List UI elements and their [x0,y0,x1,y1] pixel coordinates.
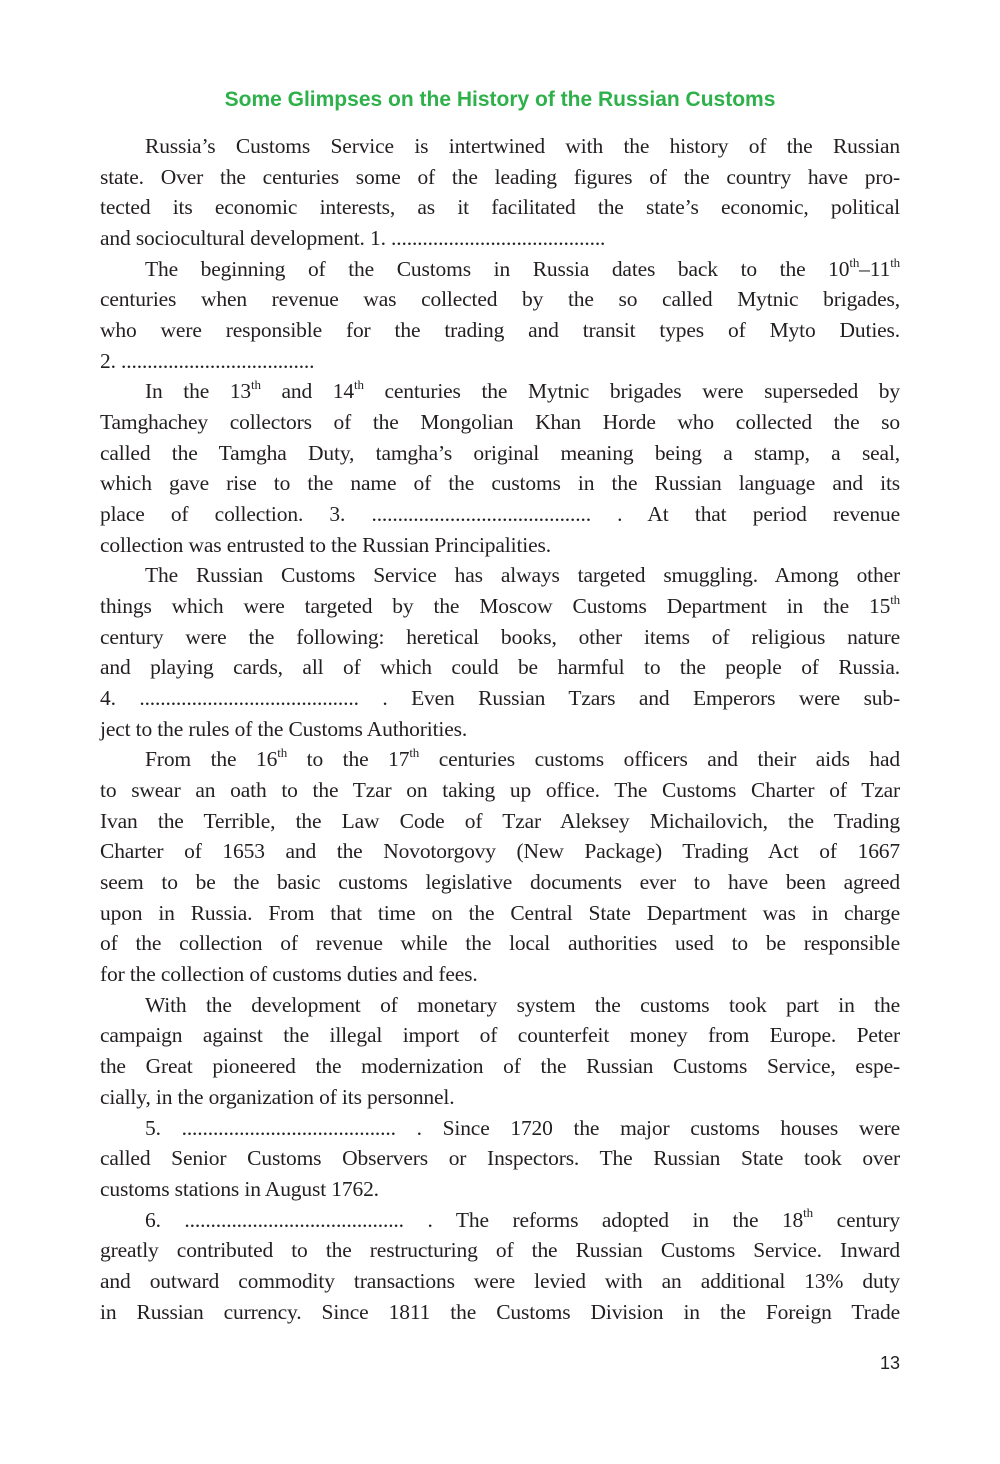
text-line [100,1297,900,1328]
paragraph [100,990,900,1113]
text-line [100,1082,900,1113]
text-segment: The beginning of the Customs in Russia dates back to the 10 [145,256,850,281]
text-segment: centuries customs officers and their aids had [419,747,900,772]
ordinal-superscript: th [849,254,860,270]
text-line [100,928,900,959]
text-line [100,959,900,990]
text-line [100,1143,900,1174]
text-segment: 5. ......................................... . Since 1720 the major customs houses were [145,1115,900,1140]
text-line [100,1205,900,1236]
text-segment: upon in Russia. From that time on the Central State Department was in charge [100,900,900,925]
text-segment: campaign against the illegal import of counterfeit money from Europe. Peter [100,1023,900,1048]
ordinal-superscript: th [409,745,420,761]
text-segment: century [812,1207,900,1232]
text-line [100,1235,900,1266]
page-number: 13 [879,1353,900,1373]
text-segment: Russia’s Customs Service is intertwined with the history of the Russian [145,134,900,158]
text-segment: cially, in the organization of its personnel. [100,1084,455,1109]
text-segment: in Russian currency. Since 1811 the Customs Division in the Foreign Trade [100,1299,900,1324]
text-line [100,898,900,929]
text-line [100,407,900,438]
text-line [100,131,900,162]
text-segment: 4. .......................................... . Even Russian Tzars and Emperors were sub- [100,686,900,711]
paragraph [100,254,900,377]
text-line [100,192,900,223]
paragraph [100,1205,900,1328]
text-line [100,1020,900,1051]
text-line [100,1113,900,1144]
text-line [100,346,900,377]
text-segment: Ivan the Terrible, the Law Code of Tzar Aleksey Michailovich, the Trading [100,808,900,833]
text-line [100,315,900,346]
text-segment: to swear an oath to the Tzar on taking up office. The Customs Charter of Tzar [100,778,900,803]
text-segment: for the collection of customs duties and fees. [100,962,478,987]
text-line [100,714,900,745]
text-segment: 6. .......................................... . The reforms adopted in the 18 [145,1207,804,1232]
text-segment: tected its economic interests, as it facilitated the state’s economic, political [100,195,900,220]
text-segment: –11 [859,256,891,281]
text-line [100,560,900,591]
text-line [100,806,900,837]
text-line [100,591,900,622]
text-line [100,836,900,867]
text-segment: customs stations in August 1762. [100,1176,379,1201]
text-segment: Charter of 1653 and the Novotorgovy (New Package) Trading Act of 1667 [100,839,900,864]
text-segment: place of collection. 3. .......................................... . At that period revenue [100,502,900,527]
text-line [100,1174,900,1205]
paragraph [100,131,900,254]
text-line [100,468,900,499]
text-segment: ject to the rules of the Customs Authorities. [100,716,468,741]
text-segment: of the collection of revenue while the local authorities used to be responsible [100,931,900,956]
text-segment: things which were targeted by the Moscow Customs Department in the 15 [100,594,891,619]
text-segment: and playing cards, all of which could be harmful to the people of Russia. [100,655,900,680]
paragraph [100,376,900,560]
text-segment: greatly contributed to the restructuring of the Russian Customs Service. Inward [100,1238,900,1263]
text-line [100,162,900,193]
ordinal-superscript: th [890,254,900,270]
text-segment: who were responsible for the trading and transit types of Myto Duties. [100,318,900,343]
text-line [100,284,900,315]
text-line [100,254,900,285]
text-segment: collection was entrusted to the Russian Principalities. [100,532,551,557]
text-segment: century were the following: heretical books, other items of religious nature [100,624,900,649]
text-line [100,867,900,898]
text-segment: From the 16 [145,747,278,772]
text-line [100,652,900,683]
text-segment: With the development of monetary system the customs took part in the [145,992,900,1017]
ordinal-superscript: th [354,377,364,393]
text-line [100,775,900,806]
paragraph [100,1113,900,1205]
text-segment: Tamghachey collectors of the Mongolian Khan Horde who collected the so [100,410,900,435]
text-segment: centuries the Mytnic brigades were superseded by [363,379,900,404]
text-line [100,530,900,561]
text-segment: The Russian Customs Service has always targeted smuggling. Among other [145,563,900,588]
ordinal-superscript: th [251,377,261,393]
text-segment: seem to be the basic customs legislative documents ever to have been agreed [100,870,900,895]
text-segment: state. Over the centuries some of the leading figures of the country have pro- [100,164,900,189]
text-line [100,438,900,469]
ordinal-superscript: th [803,1205,813,1221]
text-line [100,1266,900,1297]
ordinal-superscript: th [277,745,288,761]
text-segment: and outward commodity transactions were levied with an additional 13% duty [100,1268,900,1293]
section-title: Some Glimpses on the History of the Russian Customs [224,88,776,111]
text-line [100,1051,900,1082]
text-segment: to the 17 [287,747,410,772]
text-line [100,376,900,407]
text-segment: and 14 [260,379,355,404]
text-segment: and sociocultural development. 1. ......................................... [100,226,606,251]
text-line [100,744,900,775]
paragraph [100,744,900,989]
text-line [100,622,900,653]
text-segment: the Great pioneered the modernization of the Russian Customs Service, espe- [100,1054,900,1079]
text-segment: centuries when revenue was collected by the so called Mytnic brigades, [100,287,900,312]
ordinal-superscript: th [890,591,900,607]
paragraph [100,560,900,744]
text-line [100,990,900,1021]
text-segment: 2. ..................................... [100,348,315,373]
text-line [100,499,900,530]
text-segment: In the 13 [145,379,252,404]
text-segment: which gave rise to the name of the customs in the Russian language and its [100,471,900,496]
text-line [100,683,900,714]
text-line [100,223,900,254]
text-segment: called the Tamgha Duty, tamgha’s original meaning being a stamp, a seal, [100,440,900,465]
body-text [100,131,900,1327]
text-segment: called Senior Customs Observers or Inspectors. The Russian State took over [100,1146,900,1171]
